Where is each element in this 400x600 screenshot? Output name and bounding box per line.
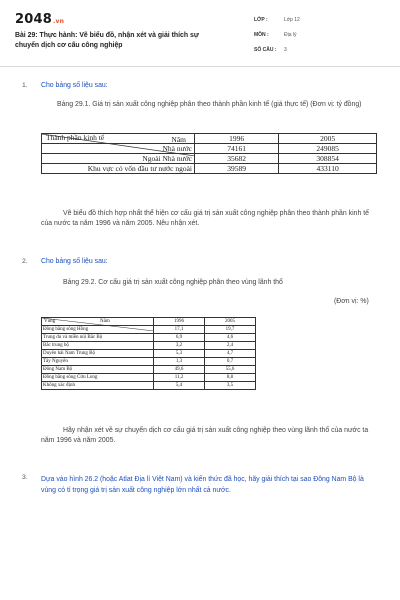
- cell-value: 39589: [195, 164, 279, 174]
- table-header-row: [42, 318, 256, 326]
- cell-value: 2,4: [205, 342, 256, 350]
- table-corner-cell: [42, 318, 154, 326]
- meta-class: [254, 17, 300, 23]
- lesson-title: Bài 29: Thực hành: Vẽ biểu đồ, nhận xét và giải thích sự chuyển dịch cơ cấu công nghiệp: [15, 32, 199, 49]
- cell-value: 3,2: [154, 342, 205, 350]
- cell-value: 49,6: [154, 366, 205, 374]
- cell-value: 6,9: [154, 334, 205, 342]
- table-header-row: [42, 134, 377, 144]
- row-label: Ngoài Nhà nước: [42, 154, 195, 164]
- table-row: [42, 382, 256, 390]
- table-row: [42, 358, 256, 366]
- corner-sector-label: Thành phần kinh tế: [46, 133, 105, 142]
- q2-table-caption: Bảng 29.2. Cơ cấu giá trị sản xuất công nghiệp phân theo vùng lãnh thổ: [63, 279, 283, 286]
- meta-subject-value: Địa lý: [284, 32, 297, 38]
- meta-count: [254, 47, 287, 53]
- q1-data-table: [41, 133, 377, 174]
- q1-question-text: Vẽ biểu đồ thích hợp nhất thể hiện cơ cấu giá trị sản xuất công nghiệp phân theo thành phần kinh tế của nước ta năm 1996 và năm 2005. Nêu nhận xét.: [41, 210, 369, 227]
- cell-value: 0,7: [205, 358, 256, 366]
- q3-question-link[interactable]: Dựa vào hình 26.2 (hoặc Atlat Địa lí Việt Nam) và kiến thức đã học, hãy giải thích tại sao Đông Nam Bộ là vùng có tỉ trọng giá trị sản xuất công nghiệp lớn nhất cả nước.: [41, 476, 364, 494]
- row-label: Nhà nước: [42, 144, 195, 154]
- meta-count-value: 3: [284, 47, 287, 53]
- row-label: Trung du và miền núi Bắc Bộ: [42, 334, 154, 342]
- q1-number: 1.: [22, 82, 28, 89]
- cell-value: 433110: [279, 164, 377, 174]
- cell-value: 249085: [279, 144, 377, 154]
- corner-year-label: Năm: [171, 135, 186, 144]
- cell-value: 74161: [195, 144, 279, 154]
- meta-subject: [254, 32, 297, 38]
- row-label: Bắc trung bộ: [42, 342, 154, 350]
- cell-value: 19,7: [205, 326, 256, 334]
- q2-heading[interactable]: Cho bảng số liệu sau:: [41, 258, 108, 265]
- row-label: Đông Nam Bộ: [42, 366, 154, 374]
- q2-number: 2.: [22, 258, 28, 265]
- logo-text: 2048: [15, 12, 52, 27]
- year-header: 1996: [154, 318, 205, 326]
- page-header: [0, 0, 400, 62]
- row-label: Duyên hải Nam Trung Bộ: [42, 350, 154, 358]
- q2-question-text: Hãy nhận xét về sự chuyển dịch cơ cấu giá trị sản xuất công nghiệp theo vùng lãnh thổ của nước ta năm 1996 và năm 2005.: [41, 427, 369, 444]
- meta-class-value: Lớp 12: [284, 17, 300, 23]
- corner-region-label: Vùng: [44, 319, 56, 324]
- meta-class-label: LỚP :: [254, 17, 268, 23]
- table-row: [42, 164, 377, 174]
- cell-value: 5,4: [154, 382, 205, 390]
- header-divider: [0, 66, 400, 67]
- cell-value: 308854: [279, 154, 377, 164]
- table-corner-cell: [42, 134, 195, 144]
- row-label: Đồng bằng sông Cửu Long: [42, 374, 154, 382]
- row-label: Không xác định: [42, 382, 154, 390]
- table-row: [42, 334, 256, 342]
- q1-heading[interactable]: Cho bảng số liệu sau:: [41, 82, 108, 89]
- cell-value: 35682: [195, 154, 279, 164]
- year-header: 2005: [279, 134, 377, 144]
- table-row: [42, 350, 256, 358]
- table-row: [42, 374, 256, 382]
- meta-count-label: SỐ CÂU :: [254, 47, 277, 53]
- logo-suffix: .vn: [52, 18, 65, 25]
- year-header: 1996: [195, 134, 279, 144]
- cell-value: 3,5: [205, 382, 256, 390]
- year-header: 2005: [205, 318, 256, 326]
- cell-value: 17,1: [154, 326, 205, 334]
- cell-value: 8,8: [205, 374, 256, 382]
- cell-value: 4,6: [205, 334, 256, 342]
- q2-data-table: [41, 317, 256, 390]
- meta-subject-label: MÔN :: [254, 32, 269, 38]
- row-label: Khu vực có vốn đầu tư nước ngoài: [42, 164, 195, 174]
- cell-value: 4,7: [205, 350, 256, 358]
- table-row: [42, 342, 256, 350]
- cell-value: 55,6: [205, 366, 256, 374]
- q3-number: 3.: [22, 474, 28, 481]
- corner-year-label: Năm: [100, 319, 110, 324]
- q1-table-caption: Bảng 29.1. Giá trị sản xuất công nghiệp phân theo thành phần kinh tế (giá thực tế) (Đơn vị: tỷ đồng): [57, 101, 362, 108]
- cell-value: 11,2: [154, 374, 205, 382]
- diagonal-line: [42, 318, 154, 331]
- row-label: Đồng bằng sông Hồng: [42, 326, 154, 334]
- cell-value: 1,3: [154, 358, 205, 366]
- site-logo[interactable]: [15, 12, 64, 27]
- q2-unit: (Đơn vị: %): [334, 298, 369, 305]
- table-row: [42, 366, 256, 374]
- cell-value: 5,3: [154, 350, 205, 358]
- row-label: Tây Nguyên: [42, 358, 154, 366]
